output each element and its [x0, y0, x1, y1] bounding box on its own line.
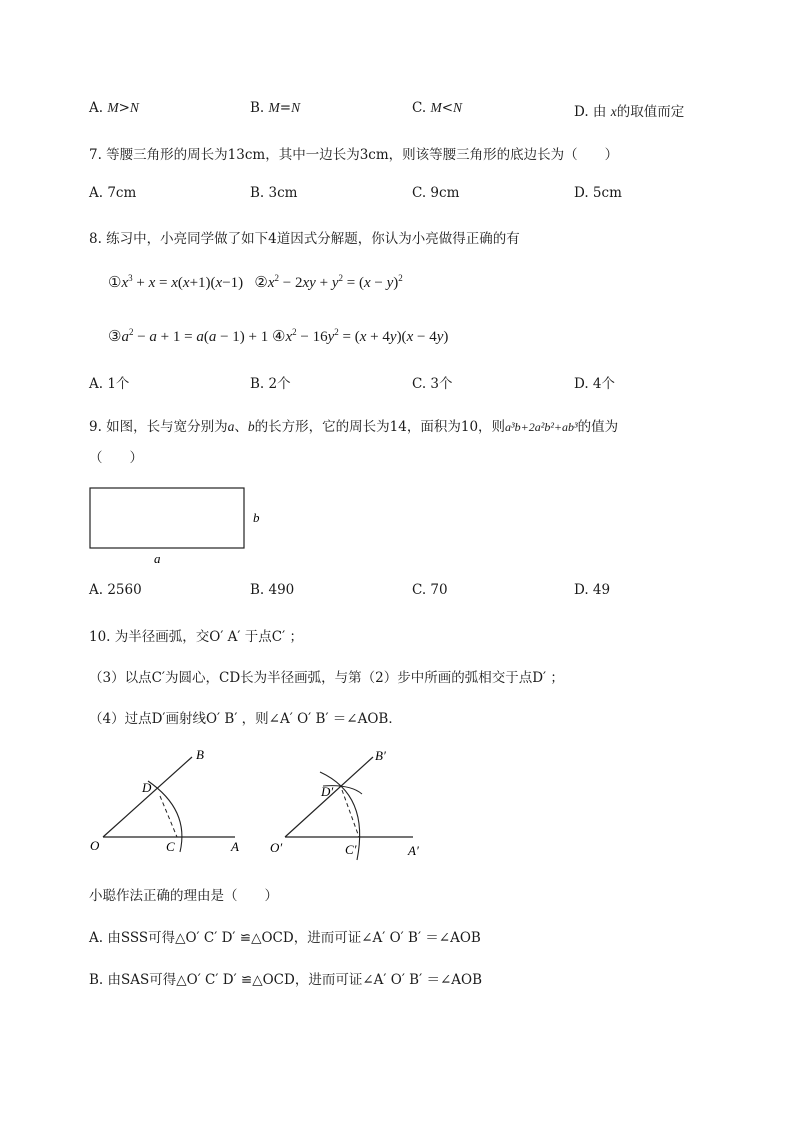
eq-number-4: ④ [272, 329, 286, 345]
q9-option-c: C. 70 [412, 582, 448, 598]
label-o-prime: O′ [270, 840, 283, 855]
label-b-prime: B′ [375, 748, 386, 763]
q6-option-d: D. 由 x的取值而定 [574, 104, 685, 120]
q6-option-c: C. M<N [412, 100, 463, 116]
q9-option-b: B. 490 [250, 582, 295, 598]
q6-option-b: B. M=N [250, 100, 301, 116]
ray-ob [103, 757, 192, 837]
label-o: O [90, 838, 100, 853]
q9-expression: a³b+2a²b²+ab³ [505, 420, 578, 434]
angle-figure-a-prime-o-prime-b-prime [265, 740, 440, 865]
q7-option-b: B. 3cm [250, 185, 298, 201]
angle-figure-aob [80, 740, 260, 860]
rectangle-label-a: a [154, 551, 161, 566]
eq-number-3: ③ [108, 329, 122, 345]
q7-question: 7. 等腰三角形的周长为13cm，其中一边长为3cm，则该等腰三角形的底边长为（ ） [89, 147, 619, 163]
eq-number-2: ② [254, 275, 268, 291]
label-d-prime: D′ [321, 784, 334, 799]
rectangle-figure [80, 480, 280, 572]
label-a: A [231, 839, 239, 854]
q8-option-b: B. 2个 [250, 376, 291, 392]
label-a-prime: A′ [408, 843, 419, 858]
q9-answer-paren: （ ） [89, 450, 143, 466]
q9-question: 9. 如图，长与宽分别为a、b的长方形，它的周长为14，面积为10，则a³b+2a²b²+ab³的值为 [89, 419, 619, 435]
label-c-prime: C′ [345, 842, 357, 857]
q8-equations-row-1: $①x^3 + x = x(x+1)(x-1)$ $②x^2 - 2xy + y^2 = (x - y)^2$ [108, 273, 403, 291]
q7-option-a: A. 7cm [89, 185, 137, 201]
q10-question: 小聪作法正确的理由是（ ） [89, 888, 278, 904]
q8-option-c: C. 3个 [412, 376, 453, 392]
segment-cd [160, 796, 177, 837]
q10-line-1: 10. 为半径画弧，交O′ A′ 于点C′ ； [89, 629, 303, 645]
label-d: D [142, 780, 152, 795]
q10-option-a: A. 由SSS可得△O′ C′ D′ ≌△OCD，进而可证∠A′ O′ B′ ＝∠AOB [89, 930, 481, 946]
q10-option-b: B. 由SAS可得△O′ C′ D′ ≌△OCD，进而可证∠A′ O′ B′ ＝∠AOB [89, 972, 483, 988]
q8-question: 8. 练习中，小亮同学做了如下4道因式分解题，你认为小亮做得正确的有 [89, 231, 520, 247]
q10-step-4: （4）过点D′画射线O′ B′ ，则∠A′ O′ B′ ＝∠AOB． [89, 711, 402, 727]
q7-option-d: D. 5cm [574, 185, 622, 201]
q7-option-c: C. 9cm [412, 185, 460, 201]
q8-equations-row-2: $③a^2 - a + 1 = a(a - 1) + 1$ $④x^2 - 16y^2 = (x + 4y)(x - 4y)$ [108, 327, 449, 345]
q8-option-d: D. 4个 [574, 376, 616, 392]
q9-option-d: D. 49 [574, 582, 611, 598]
q6-option-a: A. M>N [89, 100, 139, 116]
label-c: C [166, 839, 175, 854]
q8-option-a: A. 1个 [89, 376, 130, 392]
rectangle-shape [90, 488, 244, 548]
q9-option-a: A. 2560 [89, 582, 142, 598]
label-b: B [196, 747, 204, 762]
eq-number-1: ① [108, 275, 122, 291]
q10-step-3: （3）以点C′为圆心，CD长为半径画弧，与第（2）步中所画的弧相交于点D′ ； [89, 670, 564, 686]
rectangle-label-b: b [253, 510, 260, 525]
